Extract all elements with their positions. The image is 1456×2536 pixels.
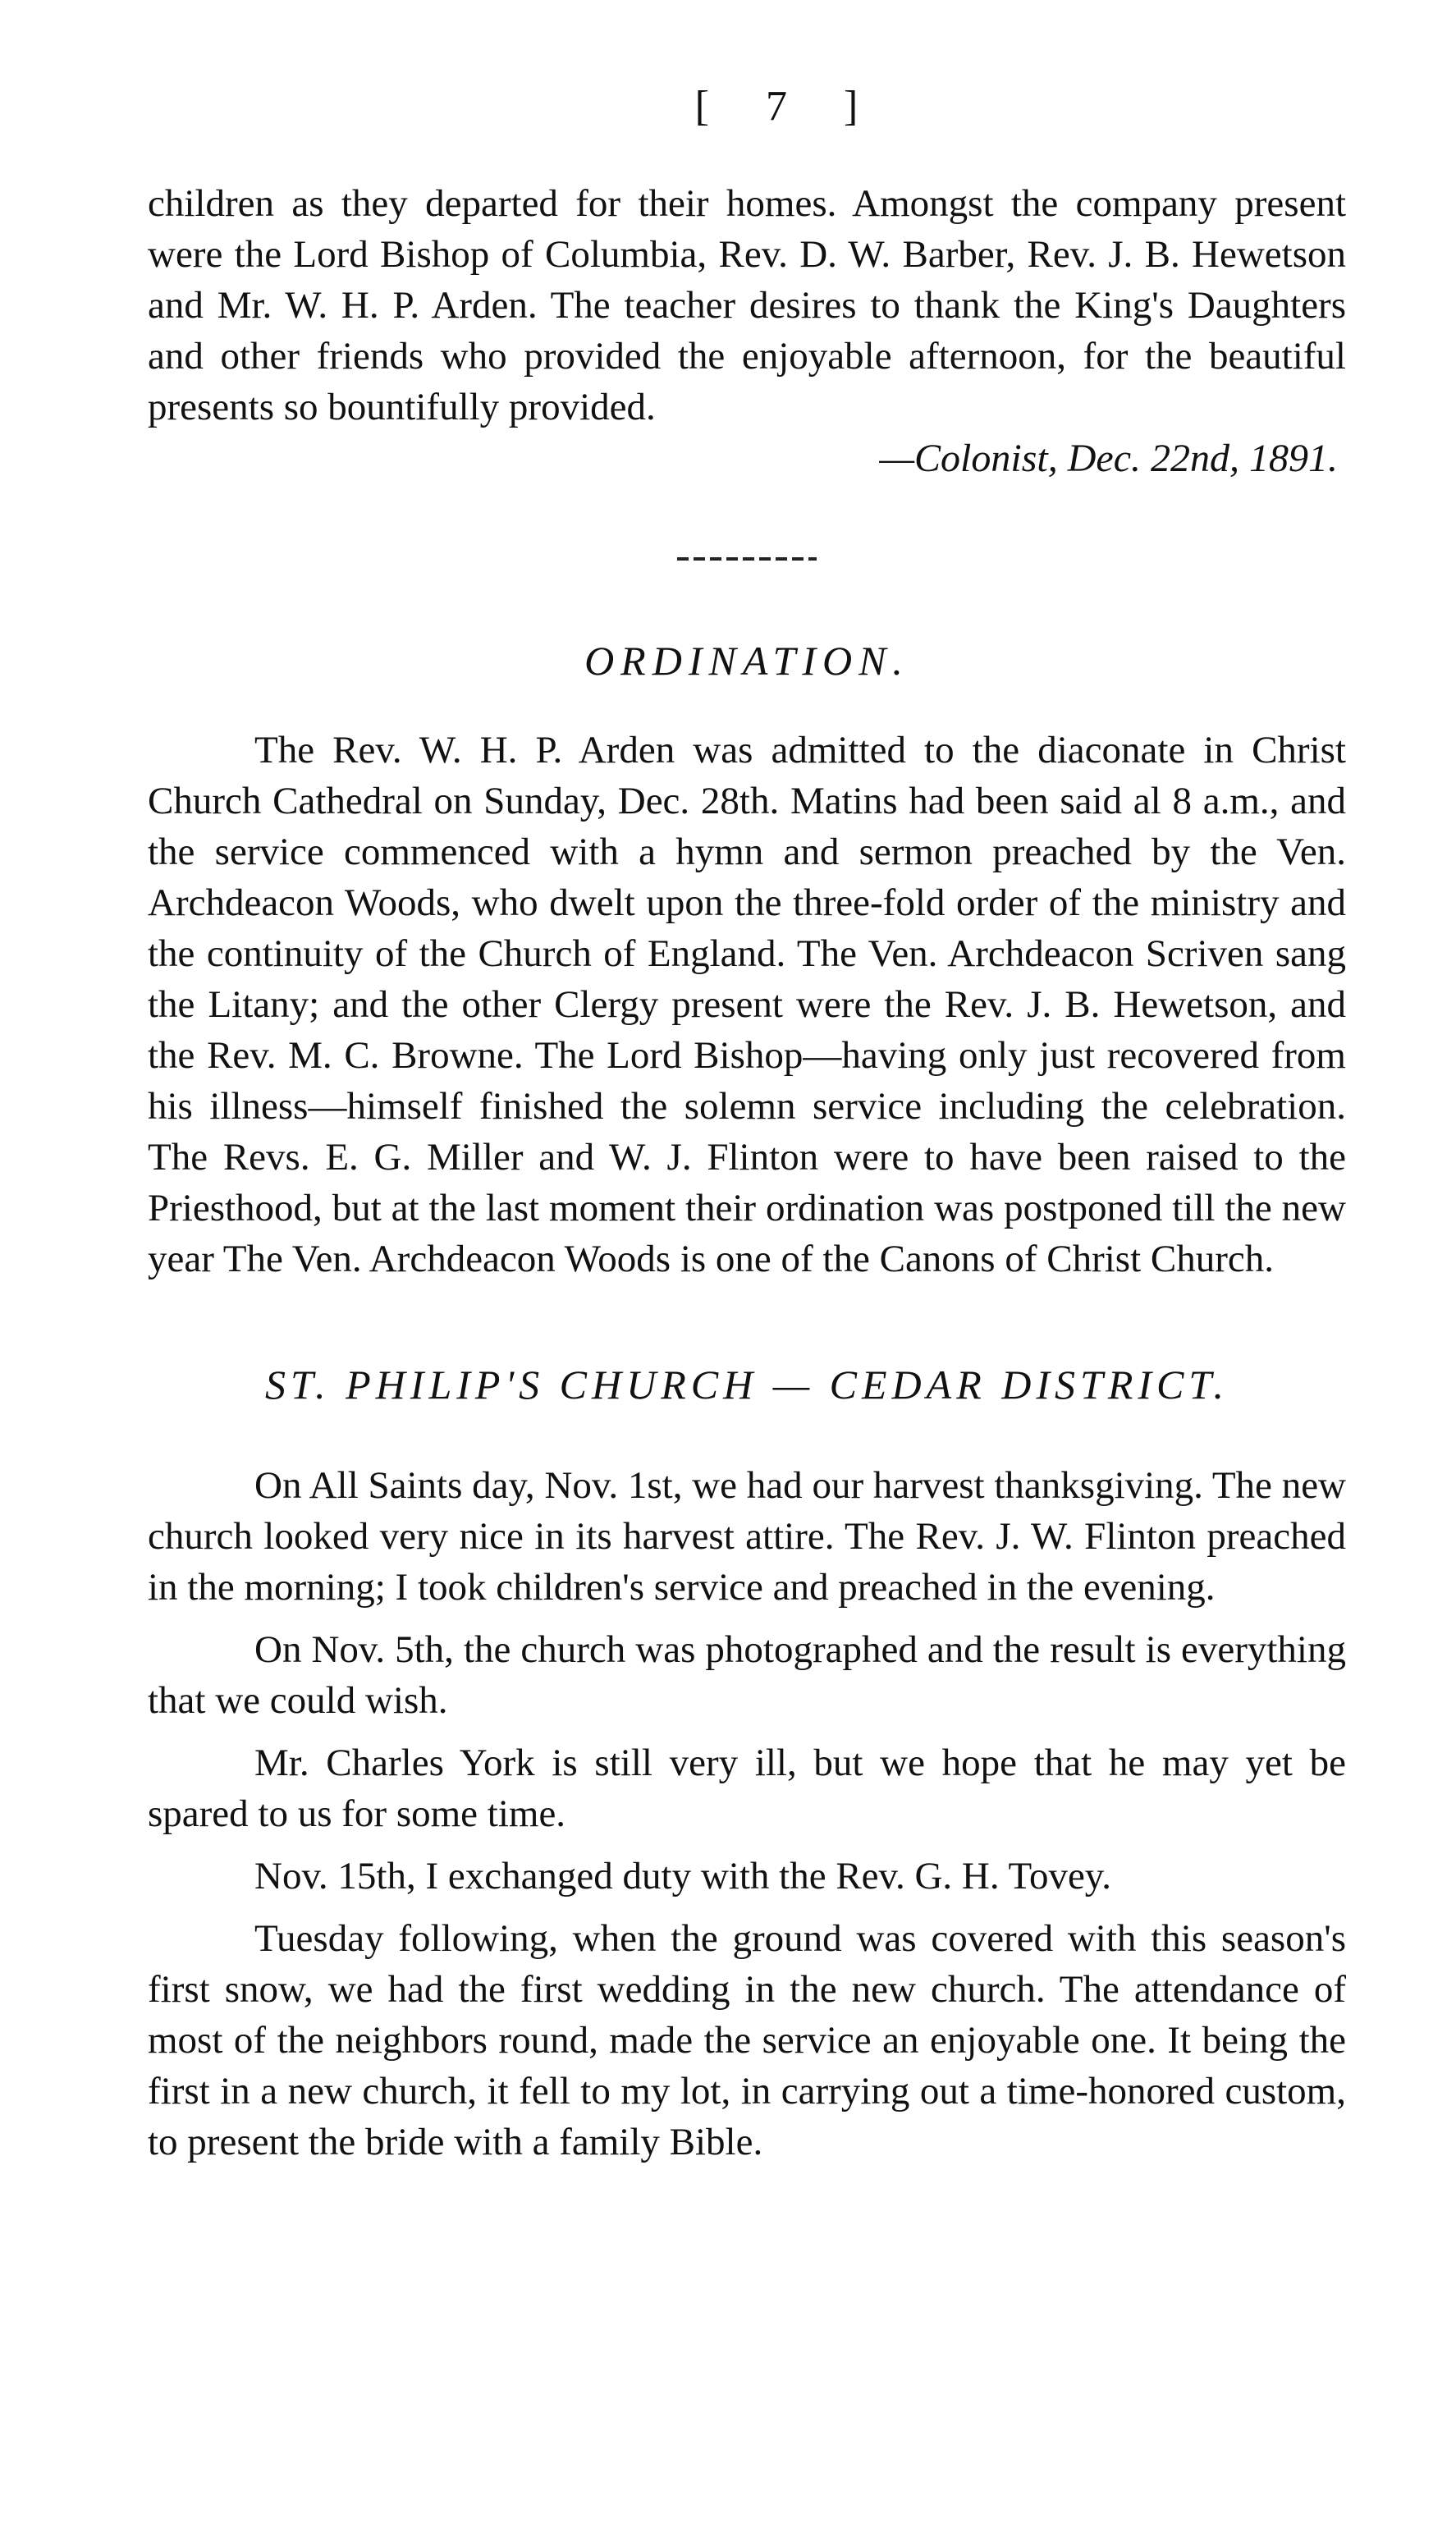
- ordination-paragraph: The Rev. W. H. P. Arden was admitted to the diaconate in Christ Church Cathedral on Sunday, Dec. 28th. Matins had been said al 8 a.m., and the service commenced with a hymn and sermon preached by the Ven. Archdeacon Woods, who dwelt upon the three-fold order of the ministry and the continuity of the Church of England. The Ven. Archdeacon Scriven sang the Litany; and the other Clergy present were the Rev. J. B. Hewetson, and the Rev. M. C. Browne. The Lord Bishop—having only just recovered from his illness—himself finished the solemn service including the celebration. The Revs. E. G. Miller and W. J. Flinton were to have been raised to the Priesthood, but at the last moment their ordination was postponed till the new year The Ven. Archdeacon Woods is one of the Canons of Christ Church.: [148, 729, 1346, 1280]
- newspaper-attribution: —Colonist, Dec. 22nd, 1891.: [879, 437, 1338, 480]
- wedding-paragraph: Tuesday following, when the ground was covered with this season's first snow, we had the first wedding in the new church. The attendance of most of the neighbors round, made the service an enjoyable one. It being the first in a new church, it fell to my lot, in carrying out a time-honored custom, to present the bride with a family Bible.: [148, 1917, 1346, 2163]
- st-philips-heading: ST. PHILIP'S CHURCH — CEDAR DISTRICT.: [265, 1362, 1229, 1408]
- photograph-paragraph: On Nov. 5th, the church was photographed and the result is everything that we could wish.: [148, 1628, 1346, 1722]
- section-divider: [677, 557, 817, 561]
- page-number: [ 7 ]: [694, 83, 881, 130]
- ordination-heading: ORDINATION.: [584, 638, 909, 684]
- harvest-paragraph: On All Saints day, Nov. 1st, we had our harvest thanksgiving. The new church looked very nice in its harvest attire. The Rev. J. W. Flinton preached in the morning; I took children's service and preached in the evening.: [148, 1464, 1346, 1609]
- document-page: [148, 82, 1346, 2168]
- exchanged-duty-paragraph: Nov. 15th, I exchanged duty with the Rev. G. H. Tovey.: [254, 1855, 1112, 1897]
- charles-york-paragraph: Mr. Charles York is still very ill, but we hope that he may yet be spared to us for some time.: [148, 1742, 1346, 1835]
- continuation-paragraph: children as they departed for their homes. Amongst the company present were the Lord Bishop of Columbia, Rev. D. W. Barber, Rev. J. B. Hewetson and Mr. W. H. P. Arden. The teacher desires to thank the King's Daughters and other friends who provided the enjoyable afternoon, for the beautiful presents so bountifully provided.: [148, 182, 1346, 428]
